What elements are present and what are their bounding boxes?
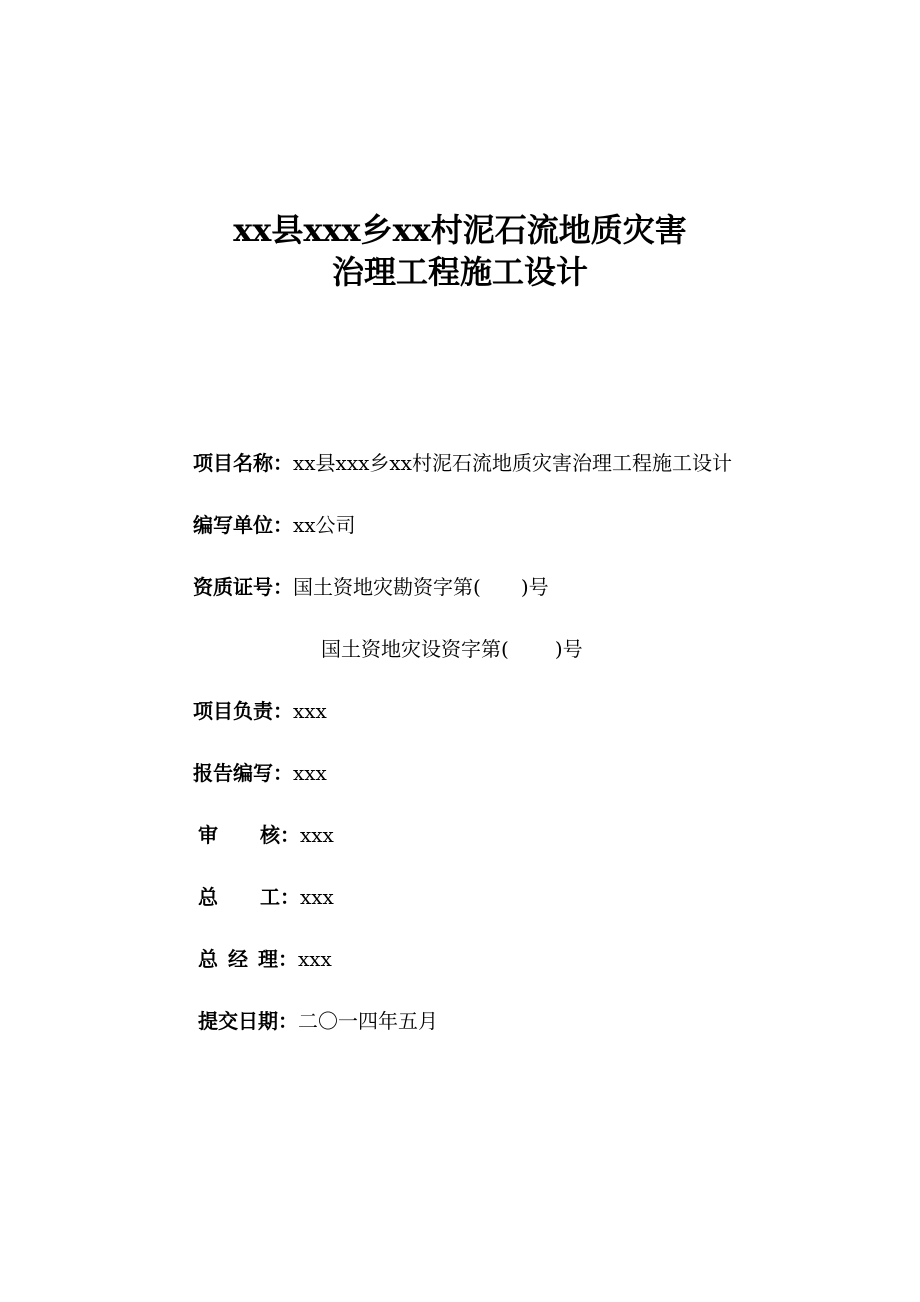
field-value: xxx xyxy=(298,947,332,971)
field-value: 二〇一四年五月 xyxy=(298,1009,438,1033)
field-value: xx县xxx乡xx村泥石流地质灾害治理工程施工设计 xyxy=(293,451,732,475)
field-label: 理： xyxy=(258,947,298,971)
field-label: 核： xyxy=(260,823,300,847)
field-label: 提交日期： xyxy=(198,1009,298,1033)
document-title-line-1: xx县xxx乡xx村泥石流地质灾害 xyxy=(233,211,687,249)
field-value: xxx xyxy=(300,885,334,909)
field-label: 审 xyxy=(198,823,218,847)
field-reviewer xyxy=(198,821,334,849)
field-qualification-line-2 xyxy=(321,635,583,663)
field-project-lead xyxy=(193,697,327,725)
field-value: )号 xyxy=(520,575,549,599)
field-general-manager xyxy=(198,945,332,973)
field-chief-engineer xyxy=(198,883,334,911)
field-label: 报告编写： xyxy=(193,761,293,785)
field-value: xxx xyxy=(293,761,327,785)
field-qualification xyxy=(193,573,549,601)
field-label: 总 xyxy=(198,885,218,909)
field-value: )号 xyxy=(554,637,583,661)
field-label: 编写单位： xyxy=(193,513,293,537)
field-value: xxx xyxy=(293,699,327,723)
field-report-writer xyxy=(193,759,327,787)
field-value: 国土资地灾勘资字第( xyxy=(293,575,481,599)
field-value: xxx xyxy=(300,823,334,847)
field-value: 国土资地灾设资字第( xyxy=(321,637,509,661)
field-project-name xyxy=(193,449,732,477)
field-value: xx公司 xyxy=(293,513,356,537)
field-label: 资质证号： xyxy=(193,575,293,599)
field-author-unit xyxy=(193,511,356,539)
field-label: 项目名称： xyxy=(193,451,293,475)
document-title-line-2: 治理工程施工设计 xyxy=(331,253,588,291)
field-submit-date xyxy=(198,1007,438,1035)
field-label: 项目负责： xyxy=(193,699,293,723)
field-label: 工： xyxy=(260,885,300,909)
field-label: 经 xyxy=(228,947,248,971)
field-label: 总 xyxy=(198,947,218,971)
